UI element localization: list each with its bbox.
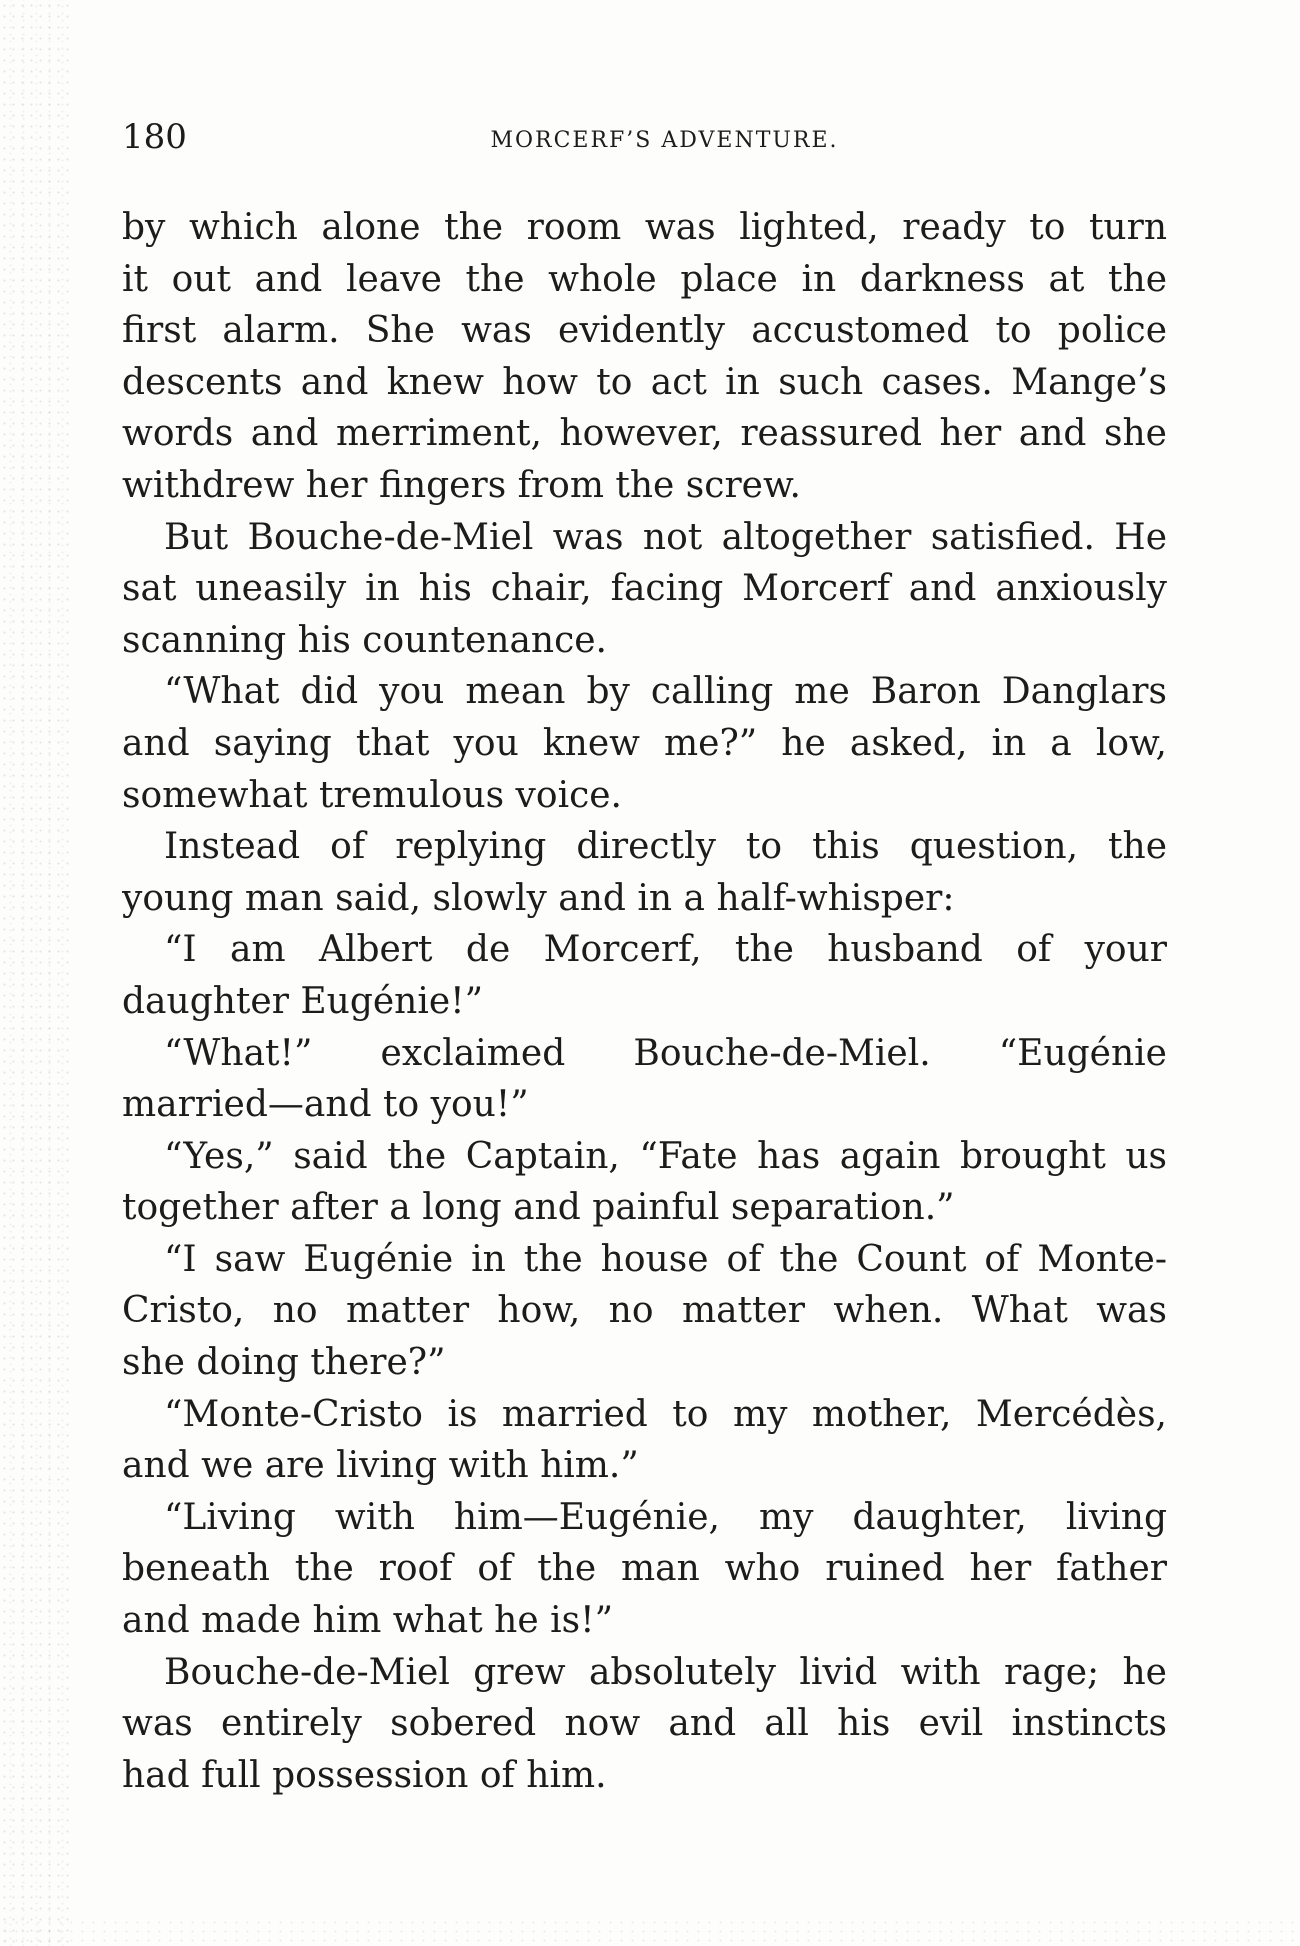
text-line: and saying that you knew me?” he asked, in a low, <box>122 722 1167 764</box>
body-text <box>122 202 1167 1801</box>
text-line: “What did you mean by calling me Baron Danglars <box>164 671 1167 713</box>
text-line: Bouche-de-Miel grew absolutely livid with rage; he <box>164 1651 1167 1693</box>
text-line: by which alone the room was lighted, ready to turn <box>122 207 1167 248</box>
text-line: had full possession of him. <box>122 1754 607 1796</box>
text-line: “Yes,” said the Captain, “Fate has again brought us <box>164 1135 1167 1177</box>
text-line: But Bouche-de-Miel was not altogether satisfied. He <box>164 516 1167 558</box>
text-line: sat uneasily in his chair, facing Morcerf and anxiously <box>122 568 1167 610</box>
text-line: withdrew her fingers from the screw. <box>122 464 801 506</box>
text-line: Cristo, no matter how, no matter when. What was <box>122 1290 1167 1332</box>
text-line: descents and knew how to act in such cases. Mange’s <box>122 361 1167 403</box>
running-title: MORCERF’S ADVENTURE. <box>490 128 839 153</box>
text-line: “Monte-Cristo is married to my mother, Mercédès, <box>164 1393 1167 1435</box>
text-line: it out and leave the whole place in darkness at the <box>122 258 1167 300</box>
text-line: was entirely sobered now and all his evil instincts <box>122 1703 1167 1745</box>
text-line: daughter Eugénie!” <box>122 980 484 1022</box>
page-number: 180 <box>122 117 187 157</box>
text-line: she doing there?” <box>122 1342 446 1384</box>
text-line: scanning his countenance. <box>122 619 607 661</box>
text-line: “I am Albert de Morcerf, the husband of your <box>164 929 1167 971</box>
text-line: somewhat tremulous voice. <box>122 774 622 816</box>
text-line: Instead of replying directly to this question, the <box>164 826 1167 868</box>
scan-edge-left <box>0 0 70 1946</box>
text-line: together after a long and painful separation.” <box>122 1187 955 1229</box>
text-line: and made him what he is!” <box>122 1600 613 1642</box>
text-line: “I saw Eugénie in the house of the Count of Monte- <box>164 1238 1167 1280</box>
text-line: first alarm. She was evidently accustomed to police <box>122 310 1167 352</box>
text-line: “Living with him—Eugénie, my daughter, living <box>164 1496 1167 1538</box>
text-line: beneath the roof of the man who ruined her father <box>122 1548 1167 1590</box>
scan-edge-bottom <box>0 1918 1300 1946</box>
text-line: and we are living with him.” <box>122 1445 639 1487</box>
page-header <box>122 112 1167 162</box>
text-line: young man said, slowly and in a half-whisper: <box>122 877 955 919</box>
text-line: words and merriment, however, reassured her and she <box>122 413 1167 455</box>
text-line: married—and to you!” <box>122 1084 529 1126</box>
text-line: “What!” exclaimed Bouche-de-Miel. “Eugénie <box>164 1032 1167 1074</box>
